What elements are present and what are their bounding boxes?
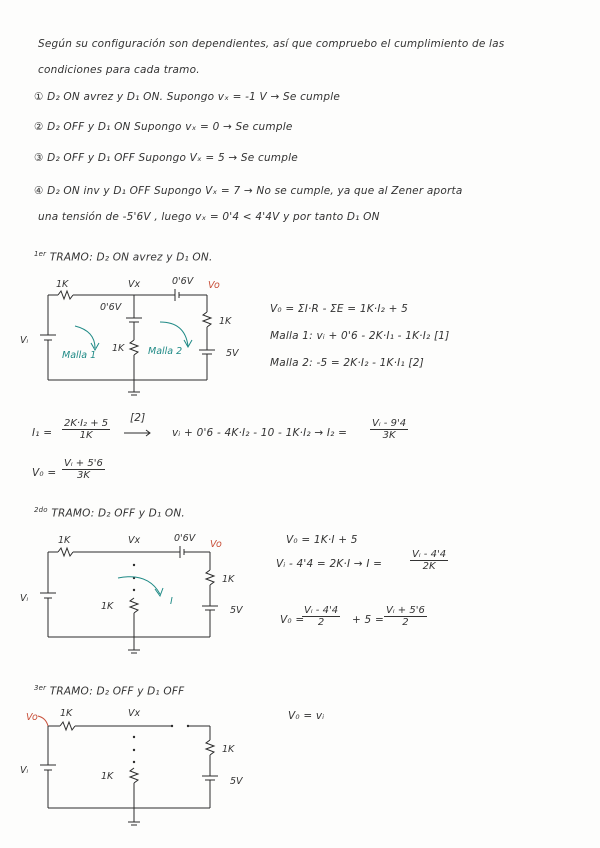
tramo2-vo2-fraction-2: $\frac{\text{Vᵢ + 5'6}}{2}$ <box>386 605 425 628</box>
deriv-i1-lhs: I₁ = <box>32 427 53 439</box>
deriv-vo-fraction: $\frac{\text{Vᵢ + 5'6}}{3K}$ <box>64 458 103 481</box>
deriv-mid: vᵢ + 0'6 - 4K·I₂ - 10 - 1K·I₂ → I₂ = <box>172 427 348 439</box>
circuit-3 <box>20 708 244 825</box>
tramo2-vo2-fraction-1: $\frac{\text{Vᵢ - 4'4}}{2}$ <box>304 605 339 628</box>
c2-r-mid-label: 1K <box>101 601 114 612</box>
c3-r-mid-label: 1K <box>101 771 114 782</box>
tramo1-eq-vo: V₀ = ΣI·R - ΣE = 1K·I₂ + 5 <box>270 303 408 315</box>
tramo2-eq-current: Vᵢ - 4'4 = 2K·I → I = <box>276 558 383 570</box>
tramo3-title: $^{3er}$ TRAMO: D₂ OFF y D₁ OFF <box>34 684 185 698</box>
tramo2-eq-vo2-lhs: V₀ = <box>280 614 305 626</box>
c1-r-left-label: 1K <box>56 279 69 290</box>
c2-current-label: I <box>170 596 173 607</box>
tramo2-current-fraction: $\frac{\text{Vᵢ - 4'4}}{2K}$ <box>412 549 447 572</box>
c3-r-left-label: 1K <box>60 708 73 719</box>
c2-vi-label: Vᵢ <box>20 593 29 604</box>
c1-06v-mid-label: 0'6V <box>100 302 122 313</box>
deriv-arrow-label: [2] <box>130 412 146 424</box>
tramo1-title: $^{1er}$ TRAMO: D₂ ON avrez y D₁ ON. <box>34 250 213 264</box>
intro-line-1: Según su configuración son dependientes, así que compruebo el cumplimiento de las <box>38 38 505 50</box>
c2-06v-label: 0'6V <box>174 533 196 544</box>
c1-r-right-label: 1K <box>219 316 232 327</box>
tramo1-eq-malla1: Malla 1: vᵢ + 0'6 - 2K·I₁ - 1K·I₂ [1] <box>270 330 450 342</box>
tramo2-eq-vo: V₀ = 1K·I + 5 <box>286 534 358 546</box>
case-3: ③ D₂ OFF y D₁ OFF Supongo Vₓ = 5 → Se cumple <box>34 152 298 164</box>
c2-vx-label: Vx <box>128 535 141 546</box>
tramo2-eq-vo2-mid: + 5 = <box>352 614 384 626</box>
case-4-continuation: una tensión de -5'6V , luego vₓ = 0'4 < 4'4V y por tanto D₁ ON <box>38 211 380 223</box>
c3-5v-label: 5V <box>230 776 243 787</box>
deriv-i1-fraction: $\frac{\text{2K·I₂ + 5}}{1K}$ <box>64 418 109 441</box>
c1-06v-label: 0'6V <box>172 276 194 287</box>
case-4: ④ D₂ ON inv y D₁ OFF Supongo Vₓ = 7 → No se cumple, ya que al Zener aporta <box>34 185 463 197</box>
circuit-1 <box>20 276 240 395</box>
intro-line-2: condiciones para cada tramo. <box>38 64 200 76</box>
c2-5v-label: 5V <box>230 605 243 616</box>
c2-vo-label: Vo <box>210 539 222 550</box>
c3-r-right-label: 1K <box>222 744 235 755</box>
c1-vi-label: Vᵢ <box>20 335 29 346</box>
c3-vi-label: Vᵢ <box>20 765 29 776</box>
circuit-2 <box>20 533 244 653</box>
case-1: ① D₂ ON avrez y D₁ ON. Supongo vₓ = -1 V → Se cumple <box>34 91 340 103</box>
tramo3-eq-vo: V₀ = vᵢ <box>288 710 325 722</box>
c1-5v-label: 5V <box>226 348 239 359</box>
tramo1-eq-malla2: Malla 2: -5 = 2K·I₂ - 1K·I₁ [2] <box>270 357 424 369</box>
c1-r-mid-label: 1K <box>112 343 125 354</box>
c1-malla2-label: Malla 2 <box>148 346 183 357</box>
deriv-i2-fraction: $\frac{\text{Vᵢ - 9'4}}{3K}$ <box>372 418 407 441</box>
c1-malla1-label: Malla 1 <box>62 350 97 361</box>
c2-r-left-label: 1K <box>58 535 71 546</box>
c2-r-right-label: 1K <box>222 574 235 585</box>
deriv-vo-lhs: V₀ = <box>32 467 57 479</box>
c3-vx-label: Vx <box>128 708 141 719</box>
c1-vx-label: Vx <box>128 279 141 290</box>
c3-vo-label: Vo <box>26 712 38 723</box>
c1-vo-label: Vo <box>208 280 220 291</box>
tramo2-title: $^{2do}$ TRAMO: D₂ OFF y D₁ ON. <box>34 506 185 520</box>
case-2: ② D₂ OFF y D₁ ON Supongo vₓ = 0 → Se cumple <box>34 121 293 133</box>
